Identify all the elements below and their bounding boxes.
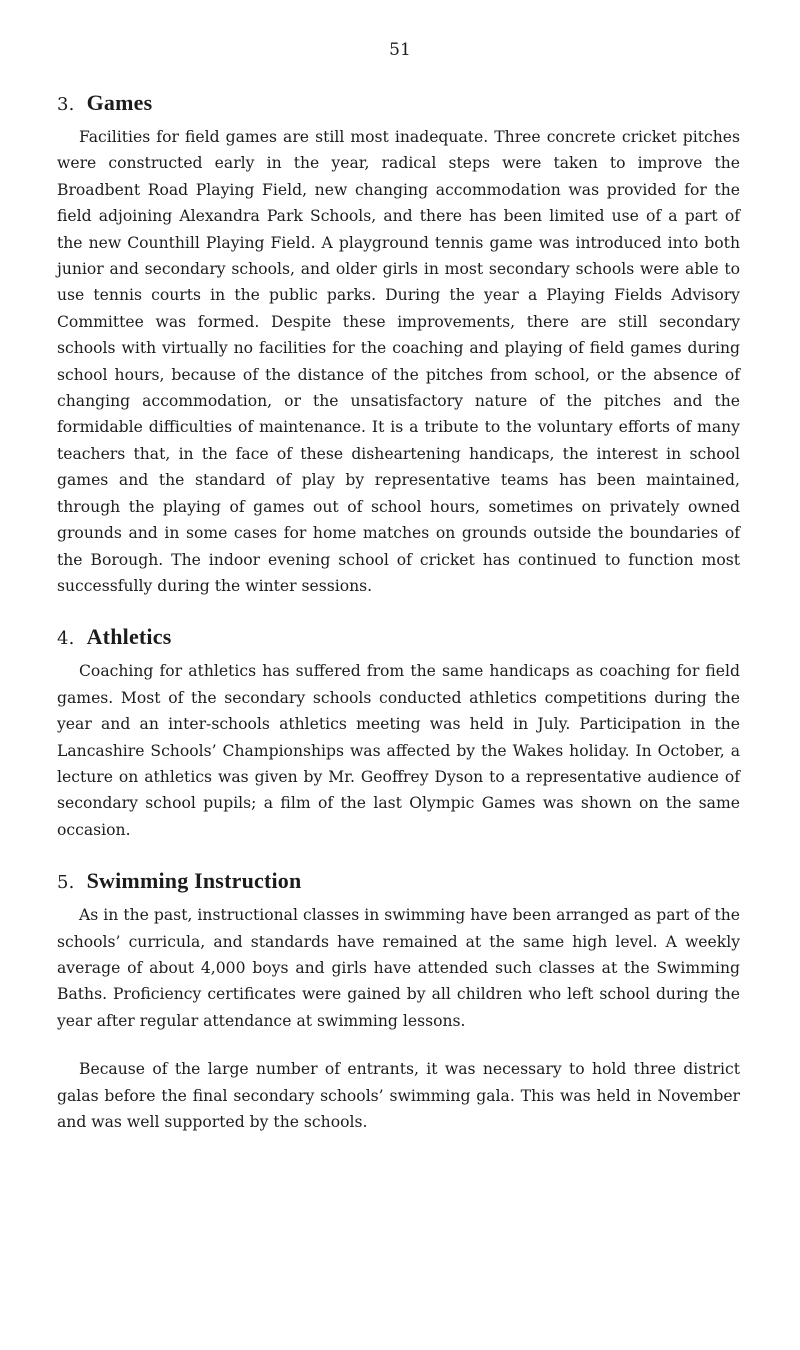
section-number: 3. [57,94,75,115]
paragraph: Coaching for athletics has suffered from the same handicaps as coaching for field games. Most of the secondary schools conducted athletics competitions during the year and an inter-schools athletics meeting was held in July. Participation in the Lancashire Schools’ Championships was affected by the Wakes holiday. In October, a lecture on athletics was given by Mr. Geoffrey Dyson to a representative audience of secondary school pupils; a film of the last Olympic Games was shown on the same occasion. [57,662,740,839]
section-heading [57,868,740,894]
page-content [57,90,740,1160]
section-title: Athletics [86,624,172,650]
section-athletics [57,624,740,843]
section-number: 5. [57,872,75,894]
section-title: Games [86,90,153,115]
page-number: 51 [389,40,411,60]
section-heading [57,90,740,116]
paragraph: Because of the large number of entrants, it was necessary to hold three district galas before the final secondary schools’ swimming gala. This was held in November and was well supported by the schools. [57,1060,740,1131]
section-title: Swimming Instruction [86,868,302,894]
paragraph: Facilities for field games are still most inadequate. Three concrete cricket pitches were constructed early in the year, radical steps were taken to improve the Broadbent Road Playing Field, new changing accommodation was provided for the field adjoining Alexandra Park Schools, and there has been limited use of a part of the new Counthill Playing Field. A playground tennis game was introduced into both junior and secondary schools, and older girls in most secondary schools were able to use tennis courts in the public parks. During the year a Playing Fields Advisory Committee was formed. Despite these improvements, there are still secondary schools with virtually no facilities for the coaching and playing of field games during school hours, because of the distance of the pitches from school, or the absence of changing accommodation, or the unsatisfactory nature of the pitches and the formidable difficulties of maintenance. It is a tribute to the voluntary efforts of many teachers that, in the face of these disheartening handicaps, the interest in school games and the standard of play by representative teams has been maintained, through the playing of games out of school hours, sometimes on privately owned grounds and in some cases for home matches on grounds outside the boundaries of the Borough. The indoor evening school of cricket has continued to function most successfully during the winter sessions. [57,128,740,595]
section-number: 4. [57,628,75,650]
section-heading [57,624,740,650]
paragraph: As in the past, instructional classes in swimming have been arranged as part of the schools’ curricula, and standards have remained at the same high level. A weekly average of about 4,000 boys and girls have attended such classes at the Swimming Baths. Proficiency certificates were gained by all children who left school during the year after regular attendance at swimming lessons. [57,906,740,1030]
section-games [57,90,740,599]
section-swimming-instruction [57,868,740,1135]
